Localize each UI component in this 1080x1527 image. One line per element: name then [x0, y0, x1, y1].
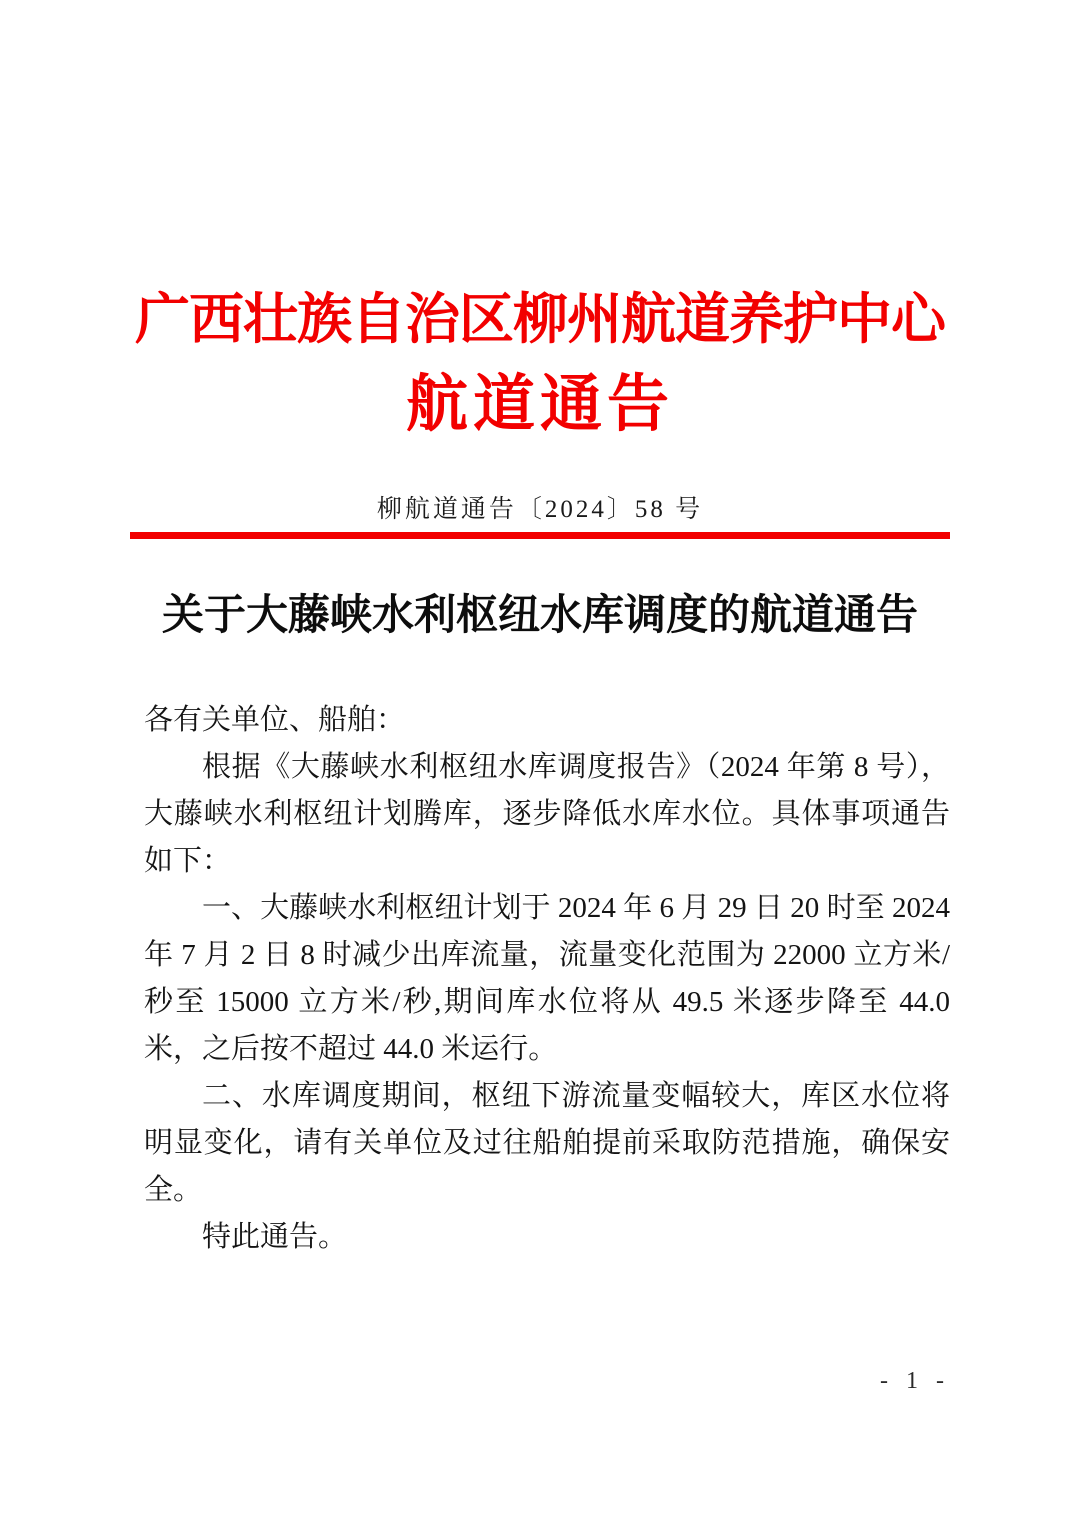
paragraph-basis: 根据《大藤峡水利枢纽水库调度报告》（2024 年第 8 号），大藤峡水利枢纽计划腾库，逐步降低水库水位。具体事项通告如下： [144, 750, 950, 877]
page-number: - 1 - [880, 1368, 950, 1394]
org-title-line1: 广西壮族自治区柳州航道养护中心 [134, 289, 945, 350]
red-divider-rule [130, 532, 950, 539]
doc-number: 柳航道通告〔2024〕58 号 [376, 496, 704, 524]
paragraph-item-2: 二、水库调度期间，枢纽下游流量变幅较大，库区水位将明显变化，请有关单位及过往船舶提前采取防范措施，确保安全。 [144, 1079, 950, 1206]
paragraph-closing: 特此通告。 [202, 1220, 348, 1253]
notice-title: 关于大藤峡水利枢纽水库调度的航道通告 [161, 591, 918, 639]
org-title-line2: 航道通告 [405, 371, 674, 440]
paragraph-item-1: 一、大藤峡水利枢纽计划于 2024 年 6 月 29 日 20 时至 2024 年 7 月 2 日 8 时减少出库流量，流量变化范围为 22000 立方米/秒至 15000 立方米/秒,期间库水位将从 49.5 米逐步降至 44.0 米，之后按不超过 44.0 米运行。 [144, 891, 950, 1065]
notice-body [144, 697, 950, 1261]
salutation: 各有关单位、船舶： [144, 703, 406, 736]
